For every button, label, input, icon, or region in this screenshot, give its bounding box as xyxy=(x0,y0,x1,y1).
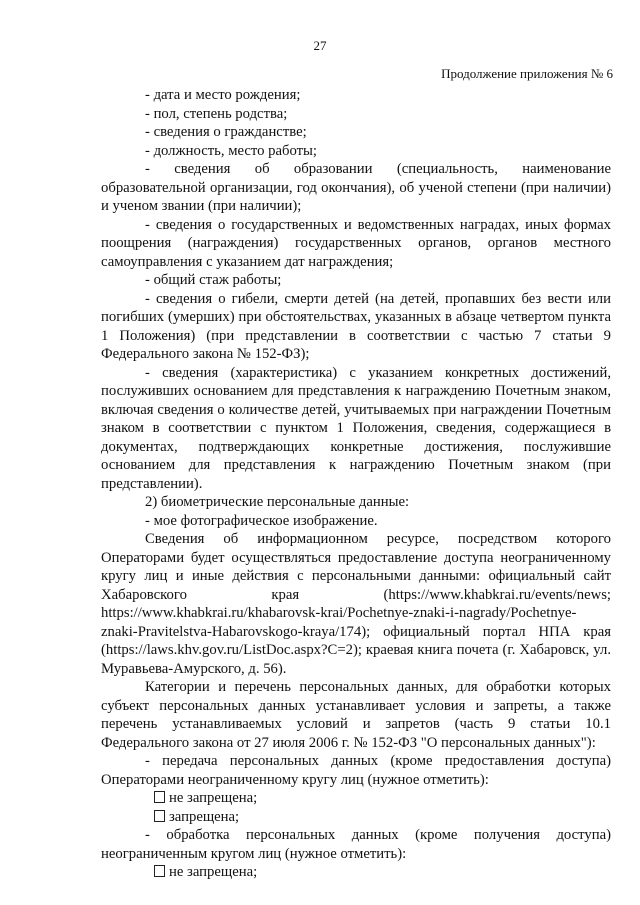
list-item: - пол, степень родства; xyxy=(145,105,288,122)
processing-item: - обработка персональных данных (кроме получения доступа) неограниченным кругом лиц (нужное отметить): xyxy=(101,827,611,862)
checkbox-option[interactable] xyxy=(101,863,611,882)
resource-paragraph: Сведения об информационном ресурсе, посредством которого Операторами будет осуществляться предоставление доступа неограниченному кругу лиц и иные действия с персональными данными: официальный сайт Хабаровского края (https://www.khabkrai.ru/events/news; https://www.khabkrai.ru/khabarovsk-krai/Pochetnye-znaki-i-nagrady/Pochetnye-znaki-Pravitelstva-Habarovskogo-kraya/174); официальный портал НПА края (https://laws.khv.gov.ru/ListDoc.aspx?C=2); краевая книга почета (г. Хабаровск, ул. Муравьева-Амурского, д. 56). xyxy=(101,531,611,677)
checkbox-option[interactable] xyxy=(101,789,611,808)
list-item: - мое фотографическое изображение. xyxy=(145,512,378,529)
list-item: - сведения о гибели, смерти детей (на детей, пропавших без вести или погибших (умерших) при обстоятельствах, указанных в абзаце четвертом пункта 1 Положения) (при представлении в соответствии с частью 7 статьи 9 Федерального закона № 152-ФЗ); xyxy=(101,290,611,362)
list-item: - сведения (характеристика) с указанием конкретных достижений, послуживших основанием для представления к награждению Почетным знаком, включая сведения о количестве детей, учитываемых при награждении Почетным знаком в соответствии с пунктом 1 Положения, сведения, содержащиеся в документах, подтверждающих конкретные достижения, послужившие основанием для представления к награждению Почетным знаком (при представлении). xyxy=(101,364,611,492)
list-item: - общий стаж работы; xyxy=(145,272,282,288)
document-body xyxy=(101,86,611,882)
list-item: - дата и место рождения; xyxy=(145,87,301,103)
checkbox-label: запрещена; xyxy=(169,808,240,825)
list-item: - должность, место работы; xyxy=(145,142,318,159)
checkbox-label: не запрещена; xyxy=(169,864,258,880)
list-item: - сведения об образовании (специальность, наименование образовательной организации, год окончания), об ученой степени (при наличии) и ученом звании (при наличии); xyxy=(101,161,611,214)
appendix-note: Продолжение приложения № 6 xyxy=(441,66,613,81)
list-item: - сведения о гражданстве; xyxy=(145,124,307,140)
section-heading: 2) биометрические персональные данные: xyxy=(145,494,410,510)
checkbox-label: не запрещена; xyxy=(169,790,258,806)
list-item: - сведения о государственных и ведомственных наградах, иных формах поощрения (награждения) государственных органов, органов местного самоуправления с указанием дат награждения; xyxy=(101,216,611,270)
checkbox-icon[interactable] xyxy=(154,791,165,803)
categories-paragraph: Категории и перечень персональных данных, для обработки которых субъект персональных данных устанавливает условия и запреты, а также перечень устанавливаемых условий и запретов (часть 9 статьи 10.1 Федерального закона от 27 июля 2006 г. № 152-ФЗ "О персональных данных"): xyxy=(101,679,611,751)
transfer-item: - передача персональных данных (кроме предоставления доступа) Операторами неограниченному кругу лиц (нужное отметить): xyxy=(101,753,611,788)
page-number: 27 xyxy=(313,38,327,53)
checkbox-option[interactable] xyxy=(101,808,611,827)
checkbox-icon[interactable] xyxy=(154,865,165,877)
checkbox-icon[interactable] xyxy=(154,810,165,822)
